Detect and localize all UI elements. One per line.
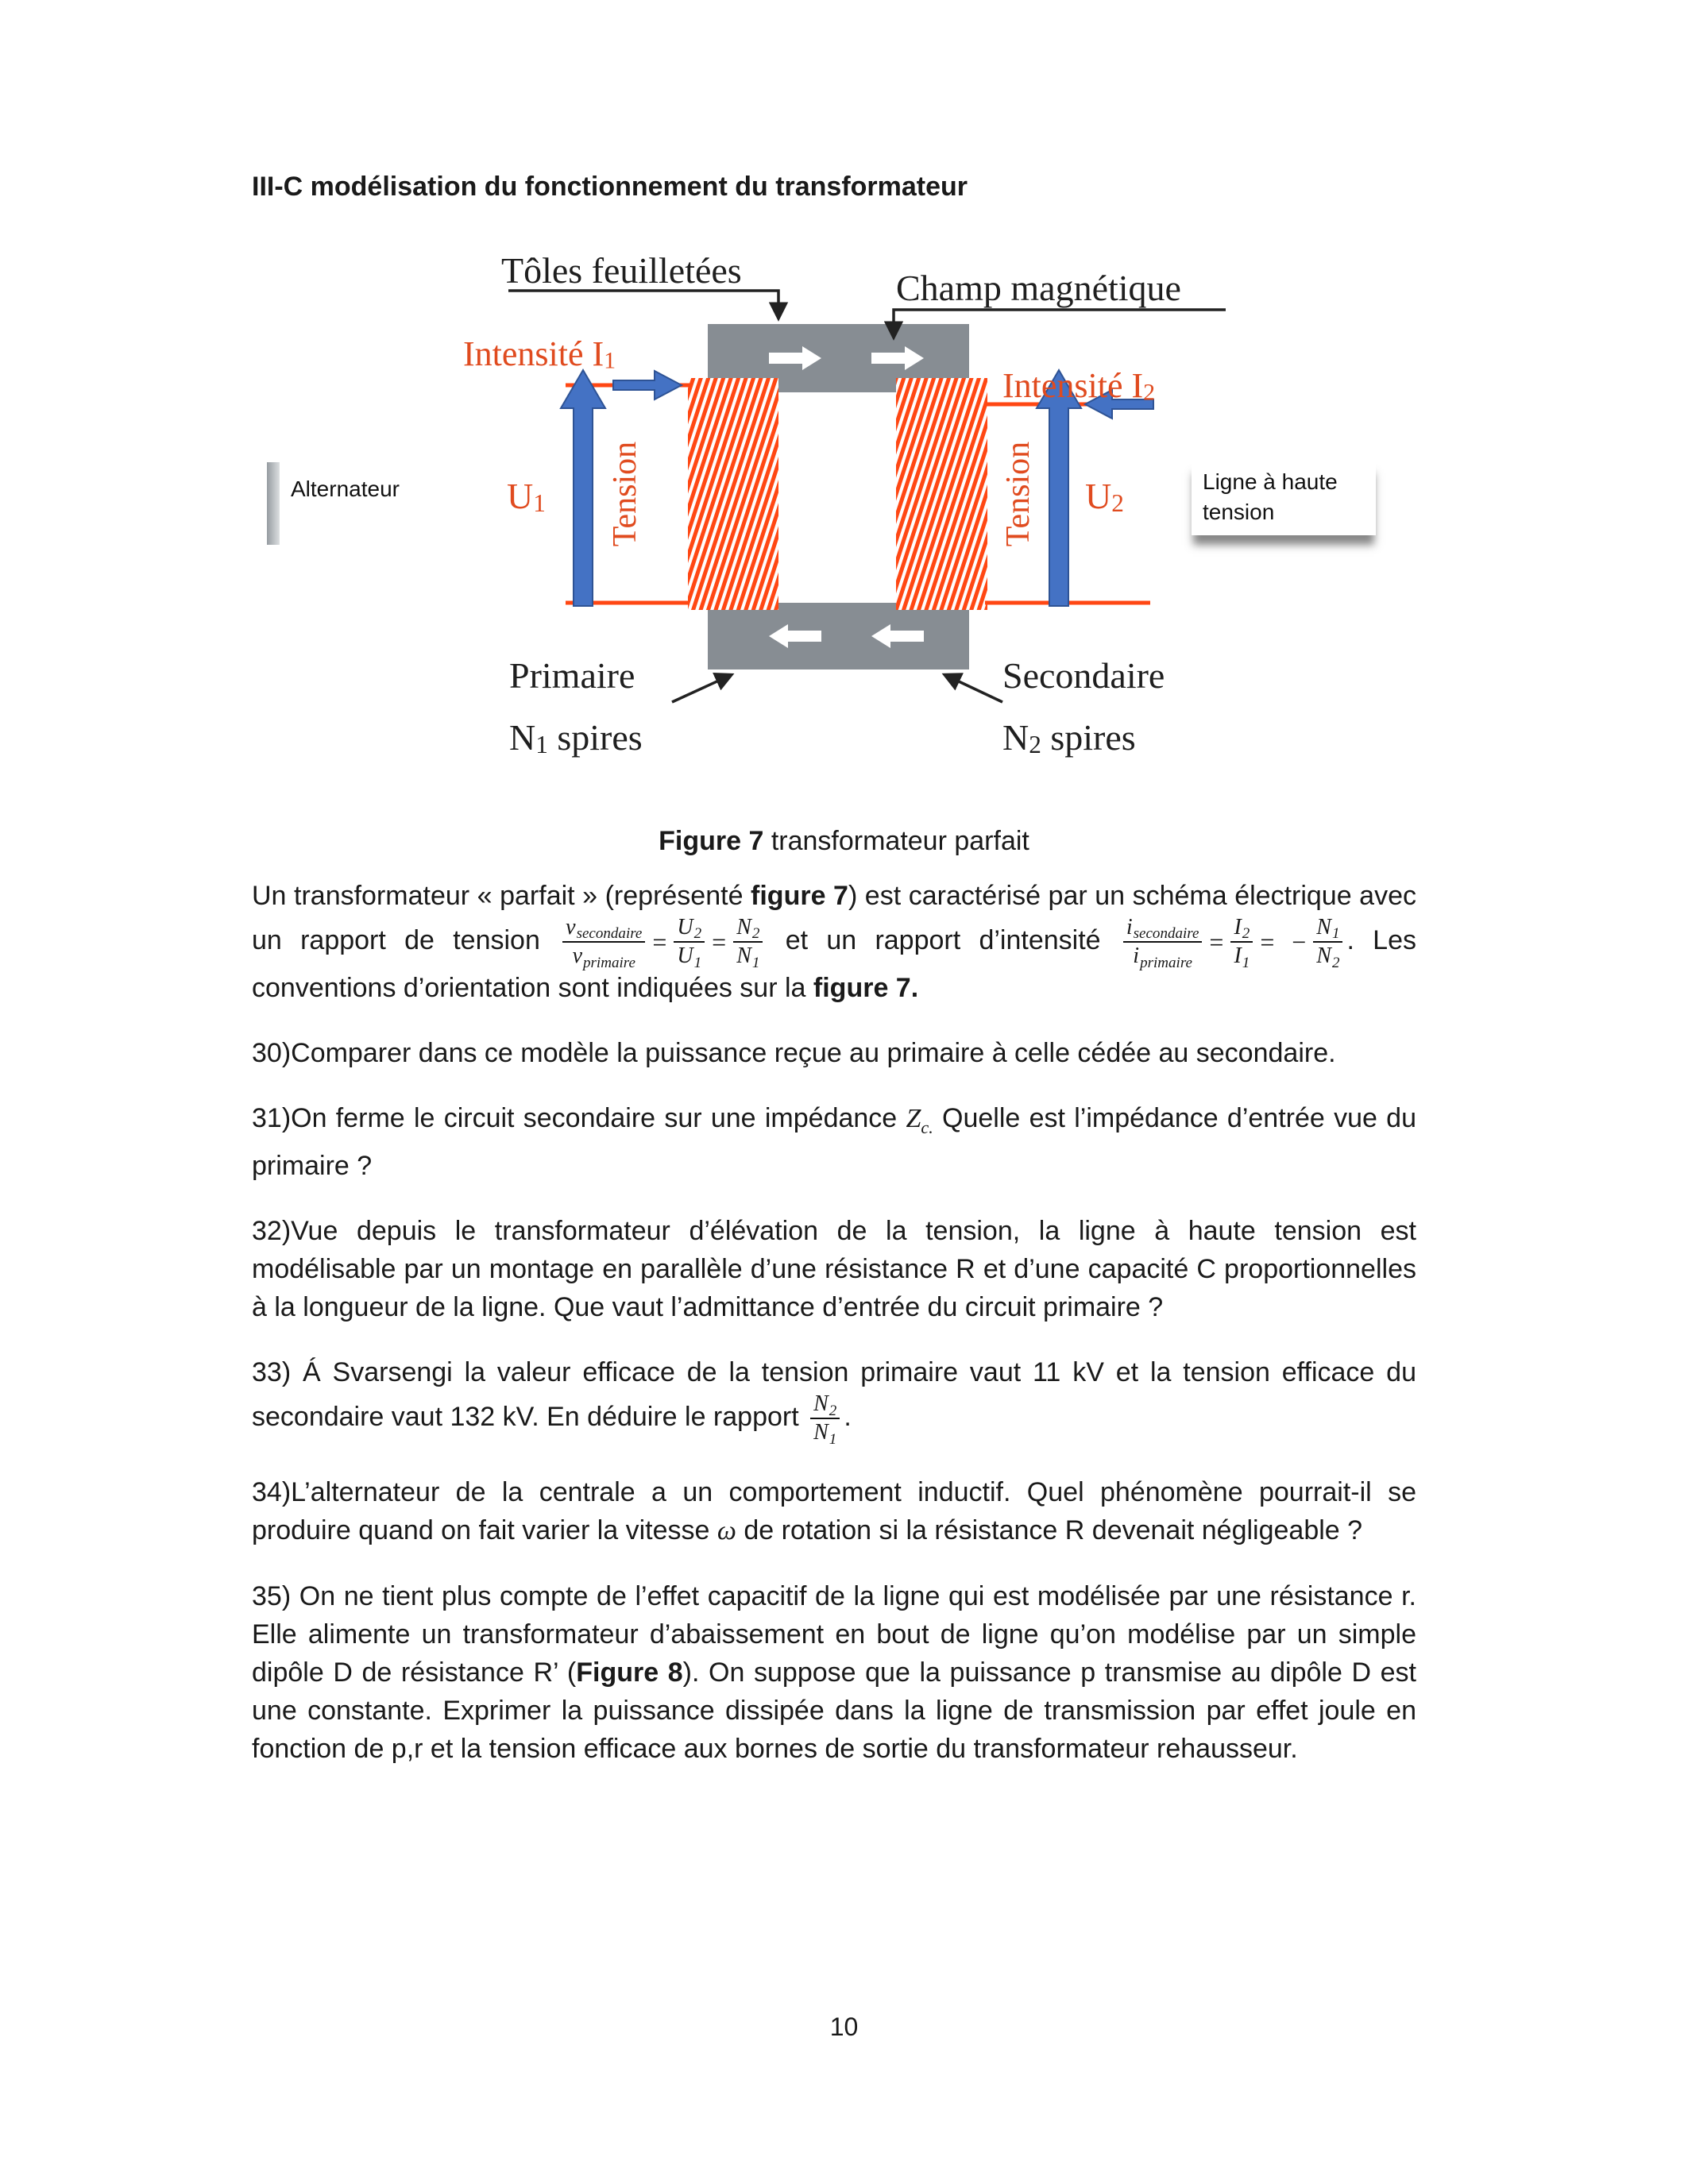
fraction-n-q33-num: N2 xyxy=(810,1391,840,1419)
fraction-n-q33-den: N1 xyxy=(813,1420,837,1448)
u1-text: U xyxy=(507,476,534,516)
fraction-i-lower xyxy=(1123,915,1203,969)
label-intensite-i1 xyxy=(463,334,616,375)
question-30: 30)Comparer dans ce modèle la puissance reçue au primaire à celle cédée au secondaire. xyxy=(252,1038,1336,1069)
intro-text-4: . Les conventions d’orientation sont indiquées sur la xyxy=(252,925,1417,1004)
q34-text-2: de rotation si la résistance R devenait négligeable ? xyxy=(736,1515,1363,1545)
label-alternateur: Alternateur xyxy=(291,477,400,501)
primaire-pointer xyxy=(672,675,731,702)
intensite-i2-sub: 2 xyxy=(1143,379,1156,406)
fraction-n xyxy=(733,915,763,969)
fraction-n-num: N2 xyxy=(733,915,763,943)
label-primaire: Primaire xyxy=(509,655,635,696)
n2-sub: 2 xyxy=(1029,730,1041,758)
section-title: III-C modélisation du fonctionnement du transformateur xyxy=(252,172,968,202)
page-number: 10 xyxy=(829,2012,859,2041)
n1-text: N xyxy=(509,717,536,758)
fraction-n-inverse-num: N1 xyxy=(1313,915,1342,943)
secondary-winding xyxy=(896,378,987,610)
label-u1 xyxy=(507,475,546,518)
n2-spires-text: spires xyxy=(1041,717,1136,758)
intro-bold-figure7-2: figure 7. xyxy=(813,973,919,1004)
label-tension-left: Tension xyxy=(607,441,643,547)
q31-text-1: 31)On ferme le circuit secondaire sur une impédance xyxy=(252,1103,906,1134)
u2-text: U xyxy=(1085,476,1112,516)
intensite-i1-text: Intensité I xyxy=(463,334,605,373)
fraction-i-upper-num: I2 xyxy=(1230,915,1253,943)
transformer-diagram xyxy=(0,238,1688,842)
label-intensite-i2 xyxy=(1002,365,1155,407)
fraction-i-lower-num: isecondaire xyxy=(1123,915,1203,943)
n1-spires-text: spires xyxy=(547,717,643,758)
fraction-n-inverse-den: N2 xyxy=(1316,943,1340,971)
alternateur-shadow-bar xyxy=(267,462,280,545)
fraction-v xyxy=(562,915,645,969)
label-ligne-haute-tension: Ligne à haute tension xyxy=(1192,461,1376,535)
impedance-z-symbol: Z xyxy=(906,1104,921,1134)
primary-winding xyxy=(688,378,778,610)
label-toles-feuilletees: Tôles feuilletées xyxy=(501,250,742,291)
fraction-n-inverse xyxy=(1313,915,1342,969)
fraction-v-num: vsecondaire xyxy=(562,915,645,943)
u1-sub: 1 xyxy=(533,488,546,517)
voltage-arrow-u1-icon xyxy=(561,370,605,606)
n2-text: N xyxy=(1002,717,1029,758)
label-n1-spires xyxy=(509,716,643,759)
q35-text-2: ). On suppose que la puissance p transmise au dipôle D est une constante. Exprimer la puissance dissipée dans la ligne de transmission par effet joule en fonction de p,r et la tension efficace aux bornes de sortie du transformateur rehausseur. xyxy=(252,1657,1417,1764)
fraction-i-upper xyxy=(1230,915,1253,969)
q35-bold-figure8: Figure 8 xyxy=(576,1657,683,1688)
body-text xyxy=(252,877,1416,1795)
question-31 xyxy=(252,1099,1416,1185)
figure-caption-text: transformateur parfait xyxy=(763,826,1029,856)
intro-text-3: et un rapport d’intensité xyxy=(767,925,1119,956)
equals-sign: = xyxy=(712,928,727,957)
intensite-i2-text: Intensité I xyxy=(1002,366,1144,405)
omega-symbol: ω xyxy=(717,1515,736,1545)
intro-text-2: ) est caractérisé par un schéma électrique avec un rapport de tension xyxy=(252,881,1416,956)
equals-sign: = xyxy=(1209,928,1224,957)
label-secondaire: Secondaire xyxy=(1002,655,1165,696)
q34-text-1: 34)L’alternateur de la centrale a un comportement inductif. Quel phénomène pourrait-il se produire quand on fait varier la vitesse xyxy=(252,1476,1416,1545)
n1-sub: 1 xyxy=(535,730,548,758)
intensite-i1-sub: 1 xyxy=(604,347,616,374)
label-champ-magnetique: Champ magnétique xyxy=(896,268,1181,308)
fraction-n-q33 xyxy=(810,1391,840,1448)
intro-paragraph xyxy=(252,877,1416,1007)
equals-sign: = xyxy=(652,928,667,957)
question-33 xyxy=(252,1353,1416,1448)
fraction-u xyxy=(674,915,705,969)
q33-period: . xyxy=(844,1402,852,1433)
current-arrow-i1-icon xyxy=(613,371,682,399)
secondaire-pointer xyxy=(945,675,1002,702)
q31-text-2: Quelle est l’impédance d’entrée vue du primaire ? xyxy=(252,1103,1416,1182)
fraction-u-den: U1 xyxy=(677,943,702,971)
figure-caption xyxy=(0,826,1688,857)
fraction-i-lower-den: iprimaire xyxy=(1133,943,1192,971)
toles-pointer xyxy=(508,291,778,318)
fraction-n-den: N1 xyxy=(736,943,760,971)
q35-text-1: 35) On ne tient plus compte de l’effet capacitif de la ligne qui est modélisée par une résistance r. Elle alimente un transformateur d’abaissement en bout de ligne qu’on modélise par un simple dipôle D de résistance R’ ( xyxy=(252,1580,1416,1688)
question-34 xyxy=(252,1473,1416,1550)
label-n2-spires xyxy=(1002,716,1136,759)
label-tension-right: Tension xyxy=(1000,441,1037,547)
intro-bold-figure7: figure 7 xyxy=(751,881,848,911)
fraction-i-upper-den: I1 xyxy=(1234,943,1250,971)
figure-caption-number: Figure 7 xyxy=(659,826,764,856)
q33-text-1: 33) Á Svarsengi la valeur efficace de la tension primaire vaut 11 kV et la tension efficace du secondaire vaut 132 kV. En déduire le rapport xyxy=(252,1357,1416,1433)
label-u2 xyxy=(1085,475,1124,518)
equals-minus-sign: = − xyxy=(1260,928,1307,957)
question-32: 32)Vue depuis le transformateur d’élévation de la tension, la ligne à haute tension est modélisable par un montage en parallèle d’une résistance R et d’une capacité C proportionnelles à la longueur de la ligne. Que vaut l’admittance d’entrée du circuit primaire ? xyxy=(252,1216,1416,1323)
fraction-v-den: vprimaire xyxy=(572,943,635,971)
intro-text-1: Un transformateur « parfait » (représenté xyxy=(252,881,751,911)
question-35 xyxy=(252,1577,1416,1768)
transformer-figure xyxy=(0,238,1688,842)
u2-sub: 2 xyxy=(1111,488,1124,517)
fraction-u-num: U2 xyxy=(674,915,705,943)
impedance-z-sub: c. xyxy=(921,1117,933,1138)
